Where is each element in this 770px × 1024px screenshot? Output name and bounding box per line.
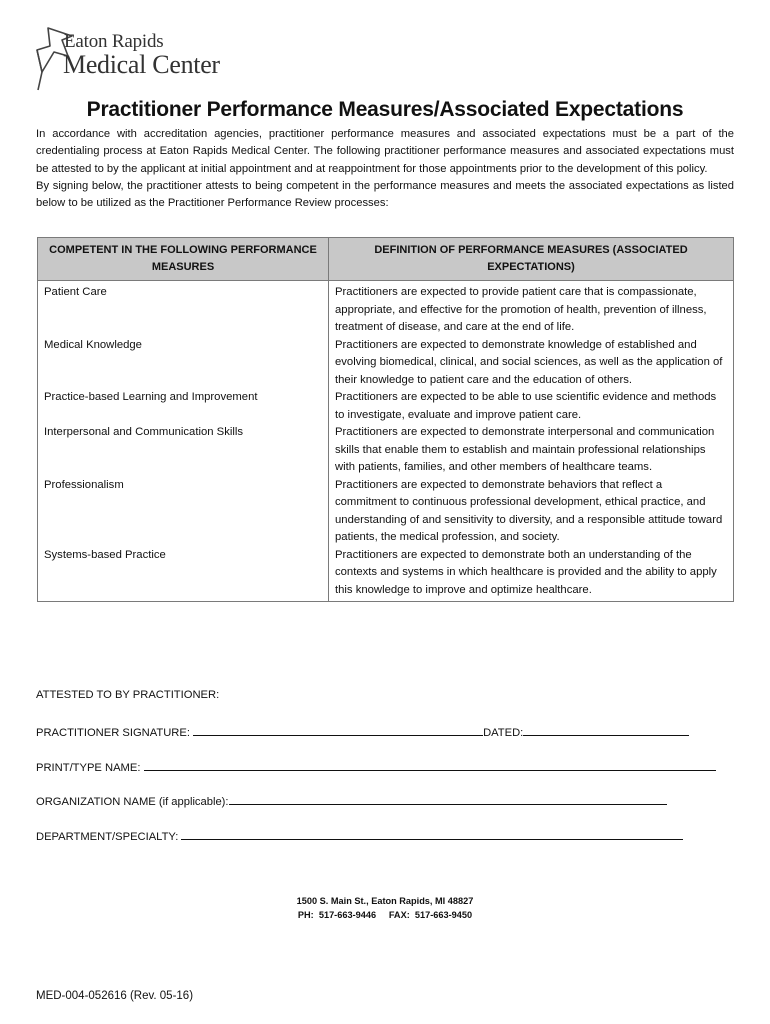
dated-label: DATED: bbox=[483, 727, 524, 739]
logo-text-line2: Medical Center bbox=[63, 50, 220, 79]
performance-measures-table bbox=[37, 237, 734, 602]
table-row bbox=[38, 281, 734, 337]
print-name-line bbox=[36, 760, 716, 774]
intro-paragraph-2: By signing below, the practitioner attests to being competent in the performance measures and meets the associated expectations as listed below to be utilized as the Practitioner Performance Review processes: bbox=[36, 179, 734, 210]
column-header-measures: COMPETENT IN THE FOLLOWING PERFORMANCE MEASURES bbox=[38, 238, 329, 281]
organization-field[interactable] bbox=[229, 794, 667, 805]
attestation-heading: ATTESTED TO BY PRACTITIONER: bbox=[36, 689, 220, 701]
table-row bbox=[38, 337, 734, 390]
logo bbox=[34, 26, 234, 92]
table-row bbox=[38, 389, 734, 424]
department-label: DEPARTMENT/SPECIALTY: bbox=[36, 831, 179, 843]
footer-phone-fax: PH: 517-663-9446 FAX: 517-663-9450 bbox=[297, 910, 473, 920]
print-name-field[interactable] bbox=[144, 760, 716, 771]
organization-label: ORGANIZATION NAME (if applicable): bbox=[36, 796, 229, 808]
definition-cell: Practitioners are expected to demonstrate both an understanding of the contexts and systems in which healthcare is provided and the ability to apply this knowledge to improve and optimize healthcare. bbox=[329, 547, 734, 602]
definition-cell: Practitioners are expected to demonstrate knowledge of established and evolving biomedical, clinical, and social sciences, as well as the application of their knowledge to patient care and the education of others. bbox=[329, 337, 734, 390]
measure-cell: Practice-based Learning and Improvement bbox=[38, 389, 329, 424]
logo-text-line1: Eaton Rapids bbox=[64, 31, 164, 52]
date-field[interactable] bbox=[523, 725, 689, 736]
definition-cell: Practitioners are expected to be able to use scientific evidence and methods to investigate, evaluate and improve patient care. bbox=[329, 389, 734, 424]
measure-cell: Patient Care bbox=[38, 281, 329, 337]
intro-paragraph-1: In accordance with accreditation agencies, practitioner performance measures and associated expectations must be a part of the credentialing process at Eaton Rapids Medical Center. The following practitioner performance measures and associated expectations must be attested to by the applicant at initial appointment and at reappointment for those appointments prior to the development of this policy. bbox=[36, 128, 734, 175]
table-row bbox=[38, 547, 734, 602]
intro-text bbox=[36, 126, 734, 212]
measure-cell: Systems-based Practice bbox=[38, 547, 329, 602]
signature-label: PRACTITIONER SIGNATURE: bbox=[36, 727, 190, 739]
table-header-row bbox=[38, 238, 734, 281]
form-code: MED-004-052616 (Rev. 05-16) bbox=[36, 990, 194, 1002]
measure-cell: Professionalism bbox=[38, 477, 329, 547]
table-row bbox=[38, 424, 734, 477]
table-row bbox=[38, 477, 734, 547]
signature-field[interactable] bbox=[193, 725, 483, 736]
column-header-definitions: DEFINITION OF PERFORMANCE MEASURES (ASSOCIATED EXPECTATIONS) bbox=[329, 238, 734, 281]
footer-address: 1500 S. Main St., Eaton Rapids, MI 48827 bbox=[296, 896, 474, 906]
department-field[interactable] bbox=[181, 829, 683, 840]
definition-cell: Practitioners are expected to provide patient care that is compassionate, appropriate, and effective for the promotion of health, prevention of illness, treatment of disease, and care at the end of life. bbox=[329, 281, 734, 337]
page-title: Practitioner Performance Measures/Associated Expectations bbox=[86, 98, 684, 121]
measure-cell: Medical Knowledge bbox=[38, 337, 329, 390]
department-line bbox=[36, 829, 683, 843]
definition-cell: Practitioners are expected to demonstrate interpersonal and communication skills that enable them to establish and maintain professional relationships with patients, families, and other members of healthcare teams. bbox=[329, 424, 734, 477]
measure-cell: Interpersonal and Communication Skills bbox=[38, 424, 329, 477]
definition-cell: Practitioners are expected to demonstrate behaviors that reflect a commitment to continuous professional development, ethical practice, and understanding of and sensitivity to diversity, and a responsible attitude toward patients, the medical profession, and society. bbox=[329, 477, 734, 547]
organization-line bbox=[36, 794, 667, 808]
footer-address-block bbox=[0, 894, 770, 922]
signature-line bbox=[36, 725, 689, 739]
print-name-label: PRINT/TYPE NAME: bbox=[36, 762, 141, 774]
